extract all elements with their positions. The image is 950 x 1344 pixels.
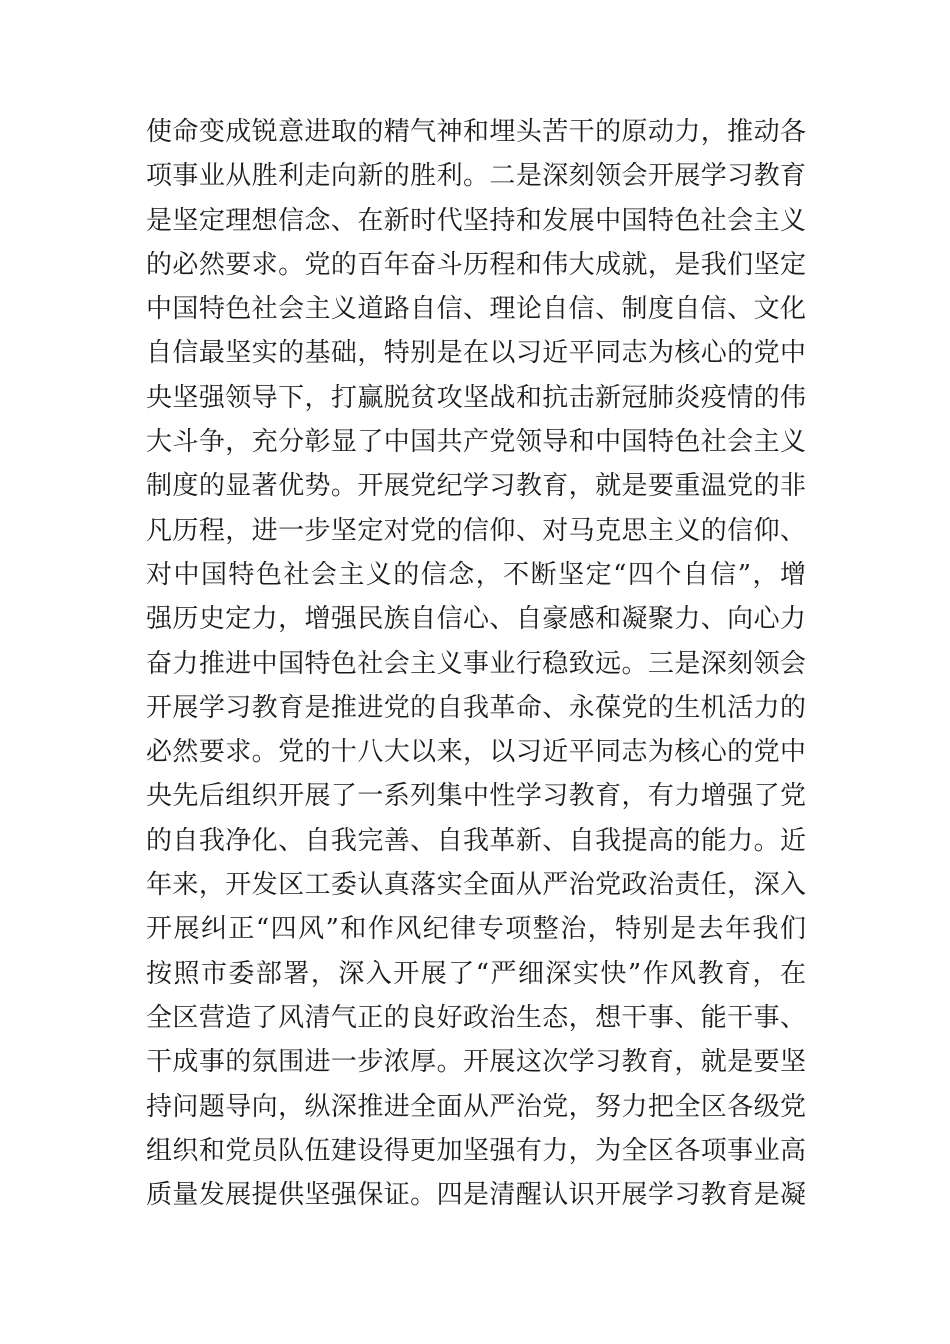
text-line: 必然要求。党的十八大以来，以习近平同志为核心的党中 [146,737,806,768]
text-line: 强历史定力，增强民族自信心、自豪感和凝聚力、向心力 [146,604,806,635]
text-line: 干成事的氛围进一步浓厚。开展这次学习教育，就是要坚 [146,1047,806,1078]
text-line: 自信最坚实的基础，特别是在以习近平同志为核心的党中 [146,338,806,369]
text-line: 持问题导向，纵深推进全面从严治党，努力把全区各级党 [146,1091,806,1122]
text-line: 制度的显著优势。开展党纪学习教育，就是要重温党的非 [146,471,806,502]
text-line: 大斗争，充分彰显了中国共产党领导和中国特色社会主义 [146,427,806,458]
text-line: 是坚定理想信念、在新时代坚持和发展中国特色社会主义 [146,205,806,236]
text-line: 央先后组织开展了一系列集中性学习教育，有力增强了党 [146,781,806,812]
text-line: 年来，开发区工委认真落实全面从严治党政治责任，深入 [146,870,806,901]
text-line: 奋力推进中国特色社会主义事业行稳致远。三是深刻领会 [146,648,806,679]
text-line: 按照市委部署，深入开展了“严细深实快”作风教育，在 [146,958,806,989]
text-line: 开展学习教育是推进党的自我革命、永葆党的生机活力的 [146,692,806,723]
text-line: 组织和党员队伍建设得更加坚强有力，为全区各项事业高 [146,1135,806,1166]
text-line: 的自我净化、自我完善、自我革新、自我提高的能力。近 [146,825,806,856]
text-line: 凡历程，进一步坚定对党的信仰、对马克思主义的信仰、 [146,515,806,546]
text-line: 质量发展提供坚强保证。四是清醒认识开展学习教育是凝 [146,1180,806,1211]
text-line: 开展纠正“四风”和作风纪律专项整治，特别是去年我们 [146,914,806,945]
text-line: 对中国特色社会主义的信念，不断坚定“四个自信”，增 [146,559,806,590]
body-text [146,110,806,1217]
text-line: 使命变成锐意进取的精气神和埋头苦干的原动力，推动各 [146,117,806,147]
text-line: 全区营造了风清气正的良好政治生态，想干事、能干事、 [146,1002,806,1033]
text-line: 的必然要求。党的百年奋斗历程和伟大成就，是我们坚定 [146,249,806,280]
text-line: 项事业从胜利走向新的胜利。二是深刻领会开展学习教育 [146,161,806,192]
text-line: 央坚强领导下，打赢脱贫攻坚战和抗击新冠肺炎疫情的伟 [146,382,806,413]
text-line: 中国特色社会主义道路自信、理论自信、制度自信、文化 [146,294,806,325]
